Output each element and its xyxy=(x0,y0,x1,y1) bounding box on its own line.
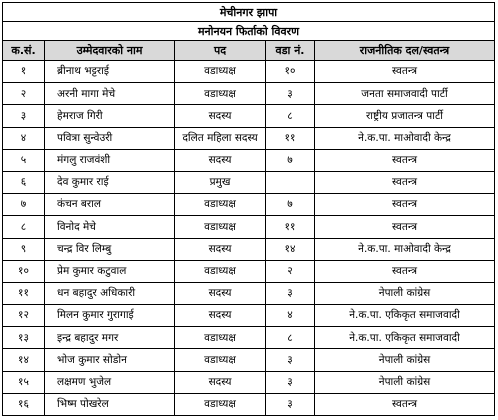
header-row xyxy=(3,41,495,61)
party-cell: स्वतन्त्र xyxy=(315,171,495,193)
ward-cell: ३ xyxy=(266,83,315,105)
serial-cell: १६ xyxy=(3,393,45,415)
table-row xyxy=(3,61,495,83)
table-row xyxy=(3,393,495,415)
post-cell: वडाध्यक्ष xyxy=(175,216,266,238)
post-cell: सदस्य xyxy=(175,282,266,304)
party-cell: ने.क.पा. एकिकृत समाजवादी xyxy=(315,305,495,327)
post-cell: वडाध्यक्ष xyxy=(175,61,266,83)
post-cell: सदस्य xyxy=(175,149,266,171)
table-row xyxy=(3,305,495,327)
ward-cell: ४ xyxy=(266,305,315,327)
table-row xyxy=(3,127,495,149)
post-cell: वडाध्यक्ष xyxy=(175,83,266,105)
table-row xyxy=(3,371,495,393)
table-row xyxy=(3,349,495,371)
table-row xyxy=(3,194,495,216)
party-cell: स्वतन्त्र xyxy=(315,216,495,238)
table-row xyxy=(3,238,495,260)
ward-cell: ३ xyxy=(266,393,315,415)
serial-cell: ९ xyxy=(3,238,45,260)
candidate-name-cell: धन बहादुर अधिकारी xyxy=(45,282,175,304)
ward-cell: १४ xyxy=(266,238,315,260)
serial-cell: २ xyxy=(3,83,45,105)
table-row xyxy=(3,216,495,238)
ward-cell: ७ xyxy=(266,194,315,216)
post-cell: वडाध्यक्ष xyxy=(175,194,266,216)
withdrawal-sheet xyxy=(2,2,495,416)
candidate-table xyxy=(2,2,495,416)
party-cell: स्वतन्त्र xyxy=(315,393,495,415)
candidate-name-cell: इन्द्र बहादुर मगर xyxy=(45,327,175,349)
table-row xyxy=(3,105,495,127)
ward-cell: १० xyxy=(266,61,315,83)
post-cell: वडाध्यक्ष xyxy=(175,327,266,349)
table-row xyxy=(3,171,495,193)
ward-cell: ८ xyxy=(266,327,315,349)
post-cell: दलित महिला सदस्य xyxy=(175,127,266,149)
serial-cell: ५ xyxy=(3,149,45,171)
serial-cell: ४ xyxy=(3,127,45,149)
party-cell: स्वतन्त्र xyxy=(315,260,495,282)
subtitle-row xyxy=(3,22,495,41)
ward-cell: ७ xyxy=(266,149,315,171)
party-cell: नेपाली कांग्रेस xyxy=(315,282,495,304)
ward-cell: ३ xyxy=(266,371,315,393)
serial-cell: १२ xyxy=(3,305,45,327)
serial-cell: १४ xyxy=(3,349,45,371)
ward-cell: ३ xyxy=(266,282,315,304)
party-cell: स्वतन्त्र xyxy=(315,194,495,216)
post-cell: सदस्य xyxy=(175,238,266,260)
post-cell: वडाध्यक्ष xyxy=(175,393,266,415)
serial-cell: १० xyxy=(3,260,45,282)
candidate-name-cell: हेमराज गिरी xyxy=(45,105,175,127)
party-cell: ने.क.पा. माओवादी केन्द्र xyxy=(315,127,495,149)
candidate-name-cell: विनोद मेचे xyxy=(45,216,175,238)
candidate-name-cell: कंचन बराल xyxy=(45,194,175,216)
serial-cell: ८ xyxy=(3,216,45,238)
candidate-name-cell: मिलन कुमार गुरागाई xyxy=(45,305,175,327)
header-ward: वडा नं. xyxy=(266,41,315,61)
serial-cell: ६ xyxy=(3,171,45,193)
candidate-name-cell: देव कुमार राई xyxy=(45,171,175,193)
party-cell: जनता समाजवादी पार्टी xyxy=(315,83,495,105)
serial-cell: ३ xyxy=(3,105,45,127)
party-cell: स्वतन्त्र xyxy=(315,149,495,171)
post-cell: सदस्य xyxy=(175,105,266,127)
party-cell: ने.क.पा. एकिकृत समाजवादी xyxy=(315,327,495,349)
party-cell: ने.क.पा. माओवादी केन्द्र xyxy=(315,238,495,260)
candidate-name-cell: लक्षमण भुजेल xyxy=(45,371,175,393)
party-cell: नेपाली कांग्रेस xyxy=(315,371,495,393)
serial-cell: १३ xyxy=(3,327,45,349)
serial-cell: ११ xyxy=(3,282,45,304)
candidate-name-cell: अरनी मागा मेचे xyxy=(45,83,175,105)
table-row xyxy=(3,327,495,349)
candidate-name-cell: भोज कुमार सोडोन xyxy=(45,349,175,371)
party-cell: राष्ट्रीय प्रजातन्त्र पार्टी xyxy=(315,105,495,127)
header-party: राजनीतिक दल/स्वतन्त्र xyxy=(315,41,495,61)
header-serial: क.सं. xyxy=(3,41,45,61)
ward-cell: ८ xyxy=(266,105,315,127)
header-name: उम्मेदवारको नाम xyxy=(45,41,175,61)
candidate-name-cell: मंगलु राजवंशी xyxy=(45,149,175,171)
party-cell: नेपाली कांग्रेस xyxy=(315,349,495,371)
header-post: पद xyxy=(175,41,266,61)
party-cell: स्वतन्त्र xyxy=(315,61,495,83)
table-row xyxy=(3,282,495,304)
ward-cell: ११ xyxy=(266,216,315,238)
candidate-name-cell: प्रेम कुमार कटुवाल xyxy=(45,260,175,282)
serial-cell: १५ xyxy=(3,371,45,393)
serial-cell: १ xyxy=(3,61,45,83)
table-row xyxy=(3,260,495,282)
post-cell: वडाध्यक्ष xyxy=(175,349,266,371)
table-row xyxy=(3,83,495,105)
candidate-name-cell: ब्रीनाथ भट्टराई xyxy=(45,61,175,83)
table-row xyxy=(3,149,495,171)
ward-cell xyxy=(266,171,315,193)
post-cell: सदस्य xyxy=(175,305,266,327)
sheet-title: मेचीनगर झापा xyxy=(3,3,495,22)
serial-cell: ७ xyxy=(3,194,45,216)
ward-cell: २ xyxy=(266,260,315,282)
sheet-subtitle: मनोनयन फिर्ताको विवरण xyxy=(3,22,495,41)
post-cell: सदस्य xyxy=(175,371,266,393)
ward-cell: ११ xyxy=(266,127,315,149)
ward-cell: ३ xyxy=(266,349,315,371)
candidate-name-cell: चन्द्र विर लिम्बु xyxy=(45,238,175,260)
title-row xyxy=(3,3,495,22)
post-cell: प्रमुख xyxy=(175,171,266,193)
post-cell: वडाध्यक्ष xyxy=(175,260,266,282)
candidate-name-cell: पवित्रा सुन्वेउरी xyxy=(45,127,175,149)
candidate-name-cell: भिष्म पोखरेल xyxy=(45,393,175,415)
